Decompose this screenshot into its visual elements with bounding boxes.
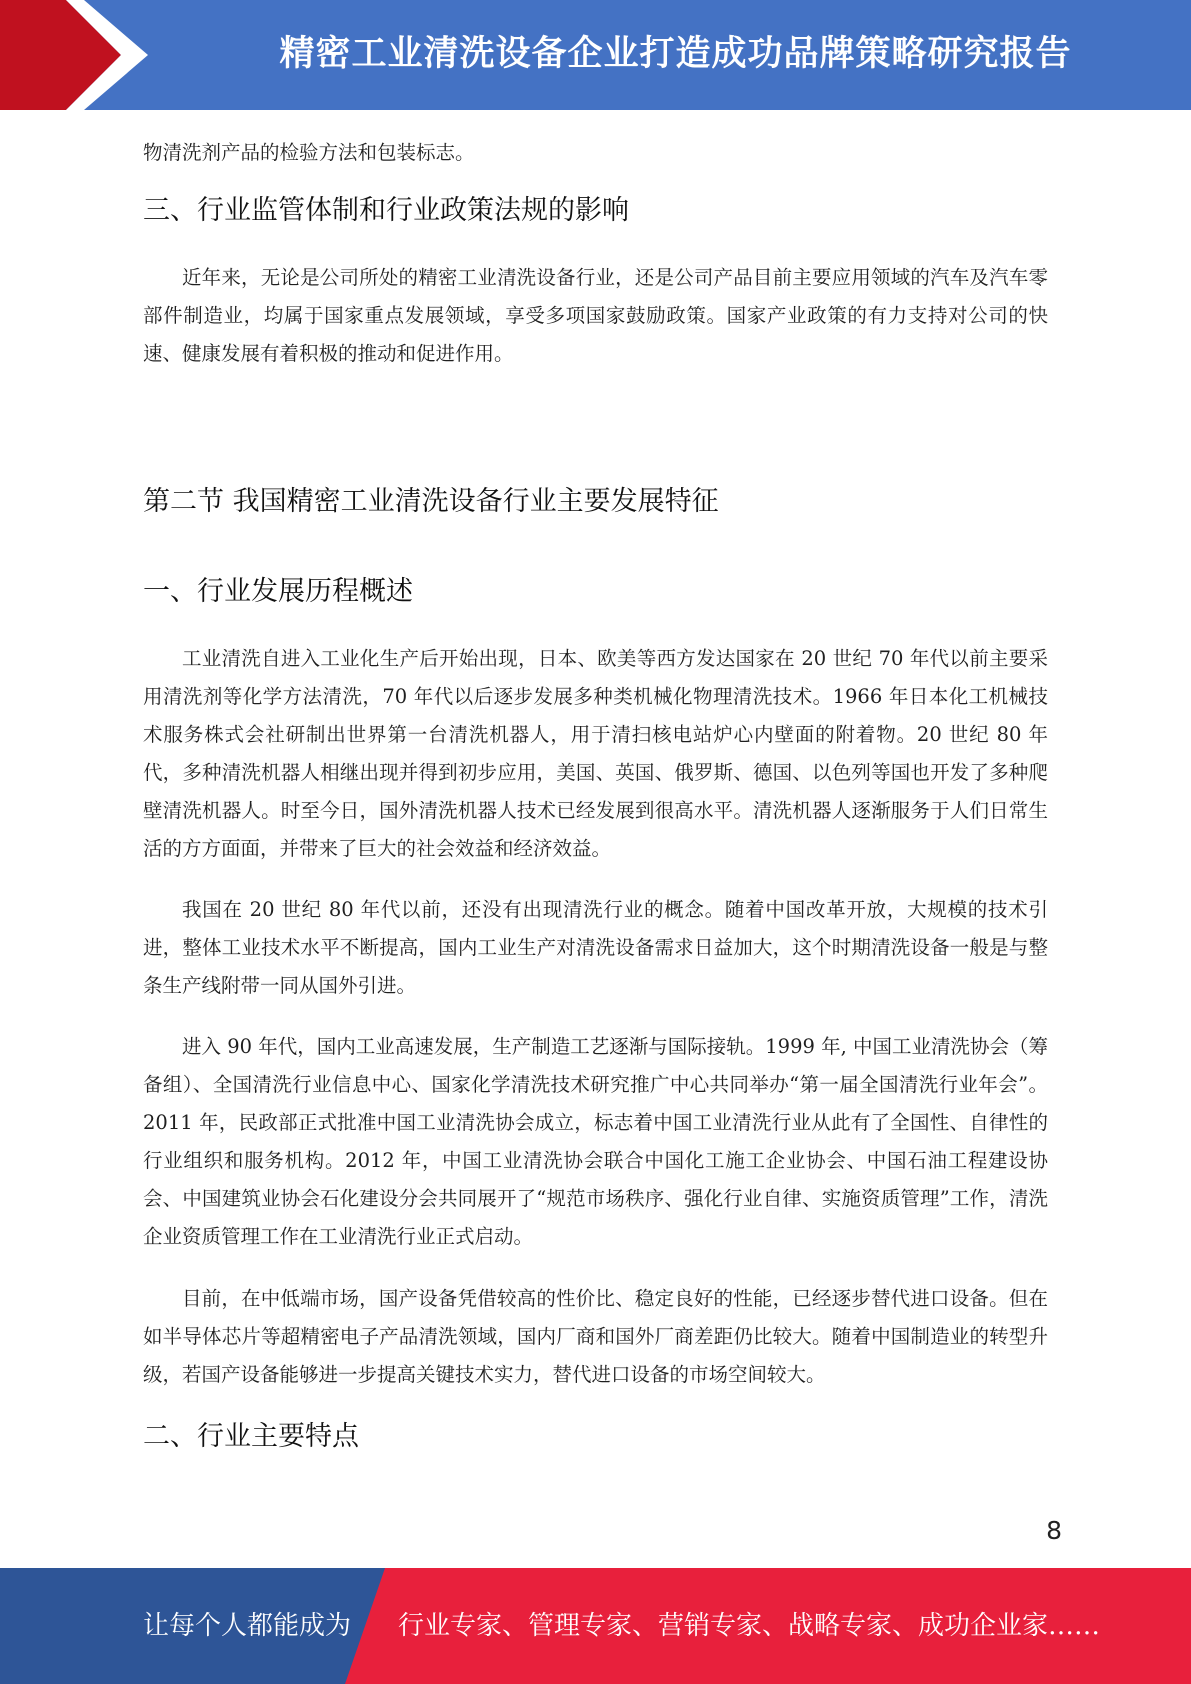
page-header [0, 0, 1191, 110]
heading-history: 一、行业发展历程概述 [143, 576, 413, 607]
paragraph-policy: 近年来，无论是公司所处的精密工业清洗设备行业，还是公司产品目前主要应用领域的汽车及汽车零部件制造业，均属于国家重点发展领域，享受多项国家鼓励政策。国家产业政策的有力支持对公司的快速、健康发展有着积极的推动和促进作用。 [143, 266, 1048, 365]
footer-slogan-left: 让每个人都能成为 [143, 1611, 352, 1641]
section-title: 第二节 我国精密工业清洗设备行业主要发展特征 [143, 486, 719, 517]
heading-features: 二、行业主要特点 [143, 1421, 359, 1452]
report-title: 精密工业清洗设备企业打造成功品牌策略研究报告 [279, 34, 1072, 74]
paragraph-history-1: 工业清洗自进入工业化生产后开始出现，日本、欧美等西方发达国家在 20 世纪 70 年代以前主要采用清洗剂等化学方法清洗，70 年代以后逐步发展多种类机械化物理清洗技术。1966 年日本化工机械技术服务株式会社研制出世界第一台清洗机器人，用于清扫核电站炉心内壁面的附着物。20 世纪 80 年代，多种清洗机器人相继出现并得到初步应用，美国、英国、俄罗斯、德国、以色列等国也开发了多种爬壁清洗机器人。时至今日，国外清洗机器人技术已经发展到很高水平。清洗机器人逐渐服务于人们日常生活的方方面面，并带来了巨大的社会效益和经济效益。 [143, 647, 1048, 860]
paragraph-continued: 物清洗剂产品的检验方法和包装标志。 [143, 141, 475, 164]
heading-regulation: 三、行业监管体制和行业政策法规的影响 [143, 195, 629, 226]
page-footer [0, 1568, 1191, 1684]
paragraph-history-4: 目前，在中低端市场，国产设备凭借较高的性价比、稳定良好的性能，已经逐步替代进口设备。但在如半导体芯片等超精密电子产品清洗领域，国内厂商和国外厂商差距仍比较大。随着中国制造业的转型升级，若国产设备能够进一步提高关键技术实力，替代进口设备的市场空间较大。 [143, 1287, 1048, 1386]
page-number: 8 [1046, 1516, 1062, 1545]
header-arrow-decoration [0, 0, 160, 110]
paragraph-history-3: 进入 90 年代，国内工业高速发展，生产制造工艺逐渐与国际接轨。1999 年, 中国工业清洗协会（筹备组）、全国清洗行业信息中心、国家化学清洗技术研究推广中心共同举办“第一届全国清洗行业年会”。2011 年，民政部正式批准中国工业清洗协会成立，标志着中国工业清洗行业从此有了全国性、自律性的行业组织和服务机构。2012 年，中国工业清洗协会联合中国化工施工企业协会、中国石油工程建设协会、中国建筑业协会石化建设分会共同展开了“规范市场秩序、强化行业自律、实施资质管理”工作，清洗企业资质管理工作在工业清洗行业正式启动。 [143, 1035, 1048, 1248]
paragraph-history-2: 我国在 20 世纪 80 年代以前，还没有出现清洗行业的概念。随着中国改革开放，大规模的技术引进，整体工业技术水平不断提高，国内工业生产对清洗设备需求日益加大，这个时期清洗设备一般是与整条生产线附带一同从国外引进。 [143, 898, 1048, 997]
footer-slogan-right: 行业专家、管理专家、营销专家、战略专家、成功企业家…… [398, 1611, 1101, 1641]
